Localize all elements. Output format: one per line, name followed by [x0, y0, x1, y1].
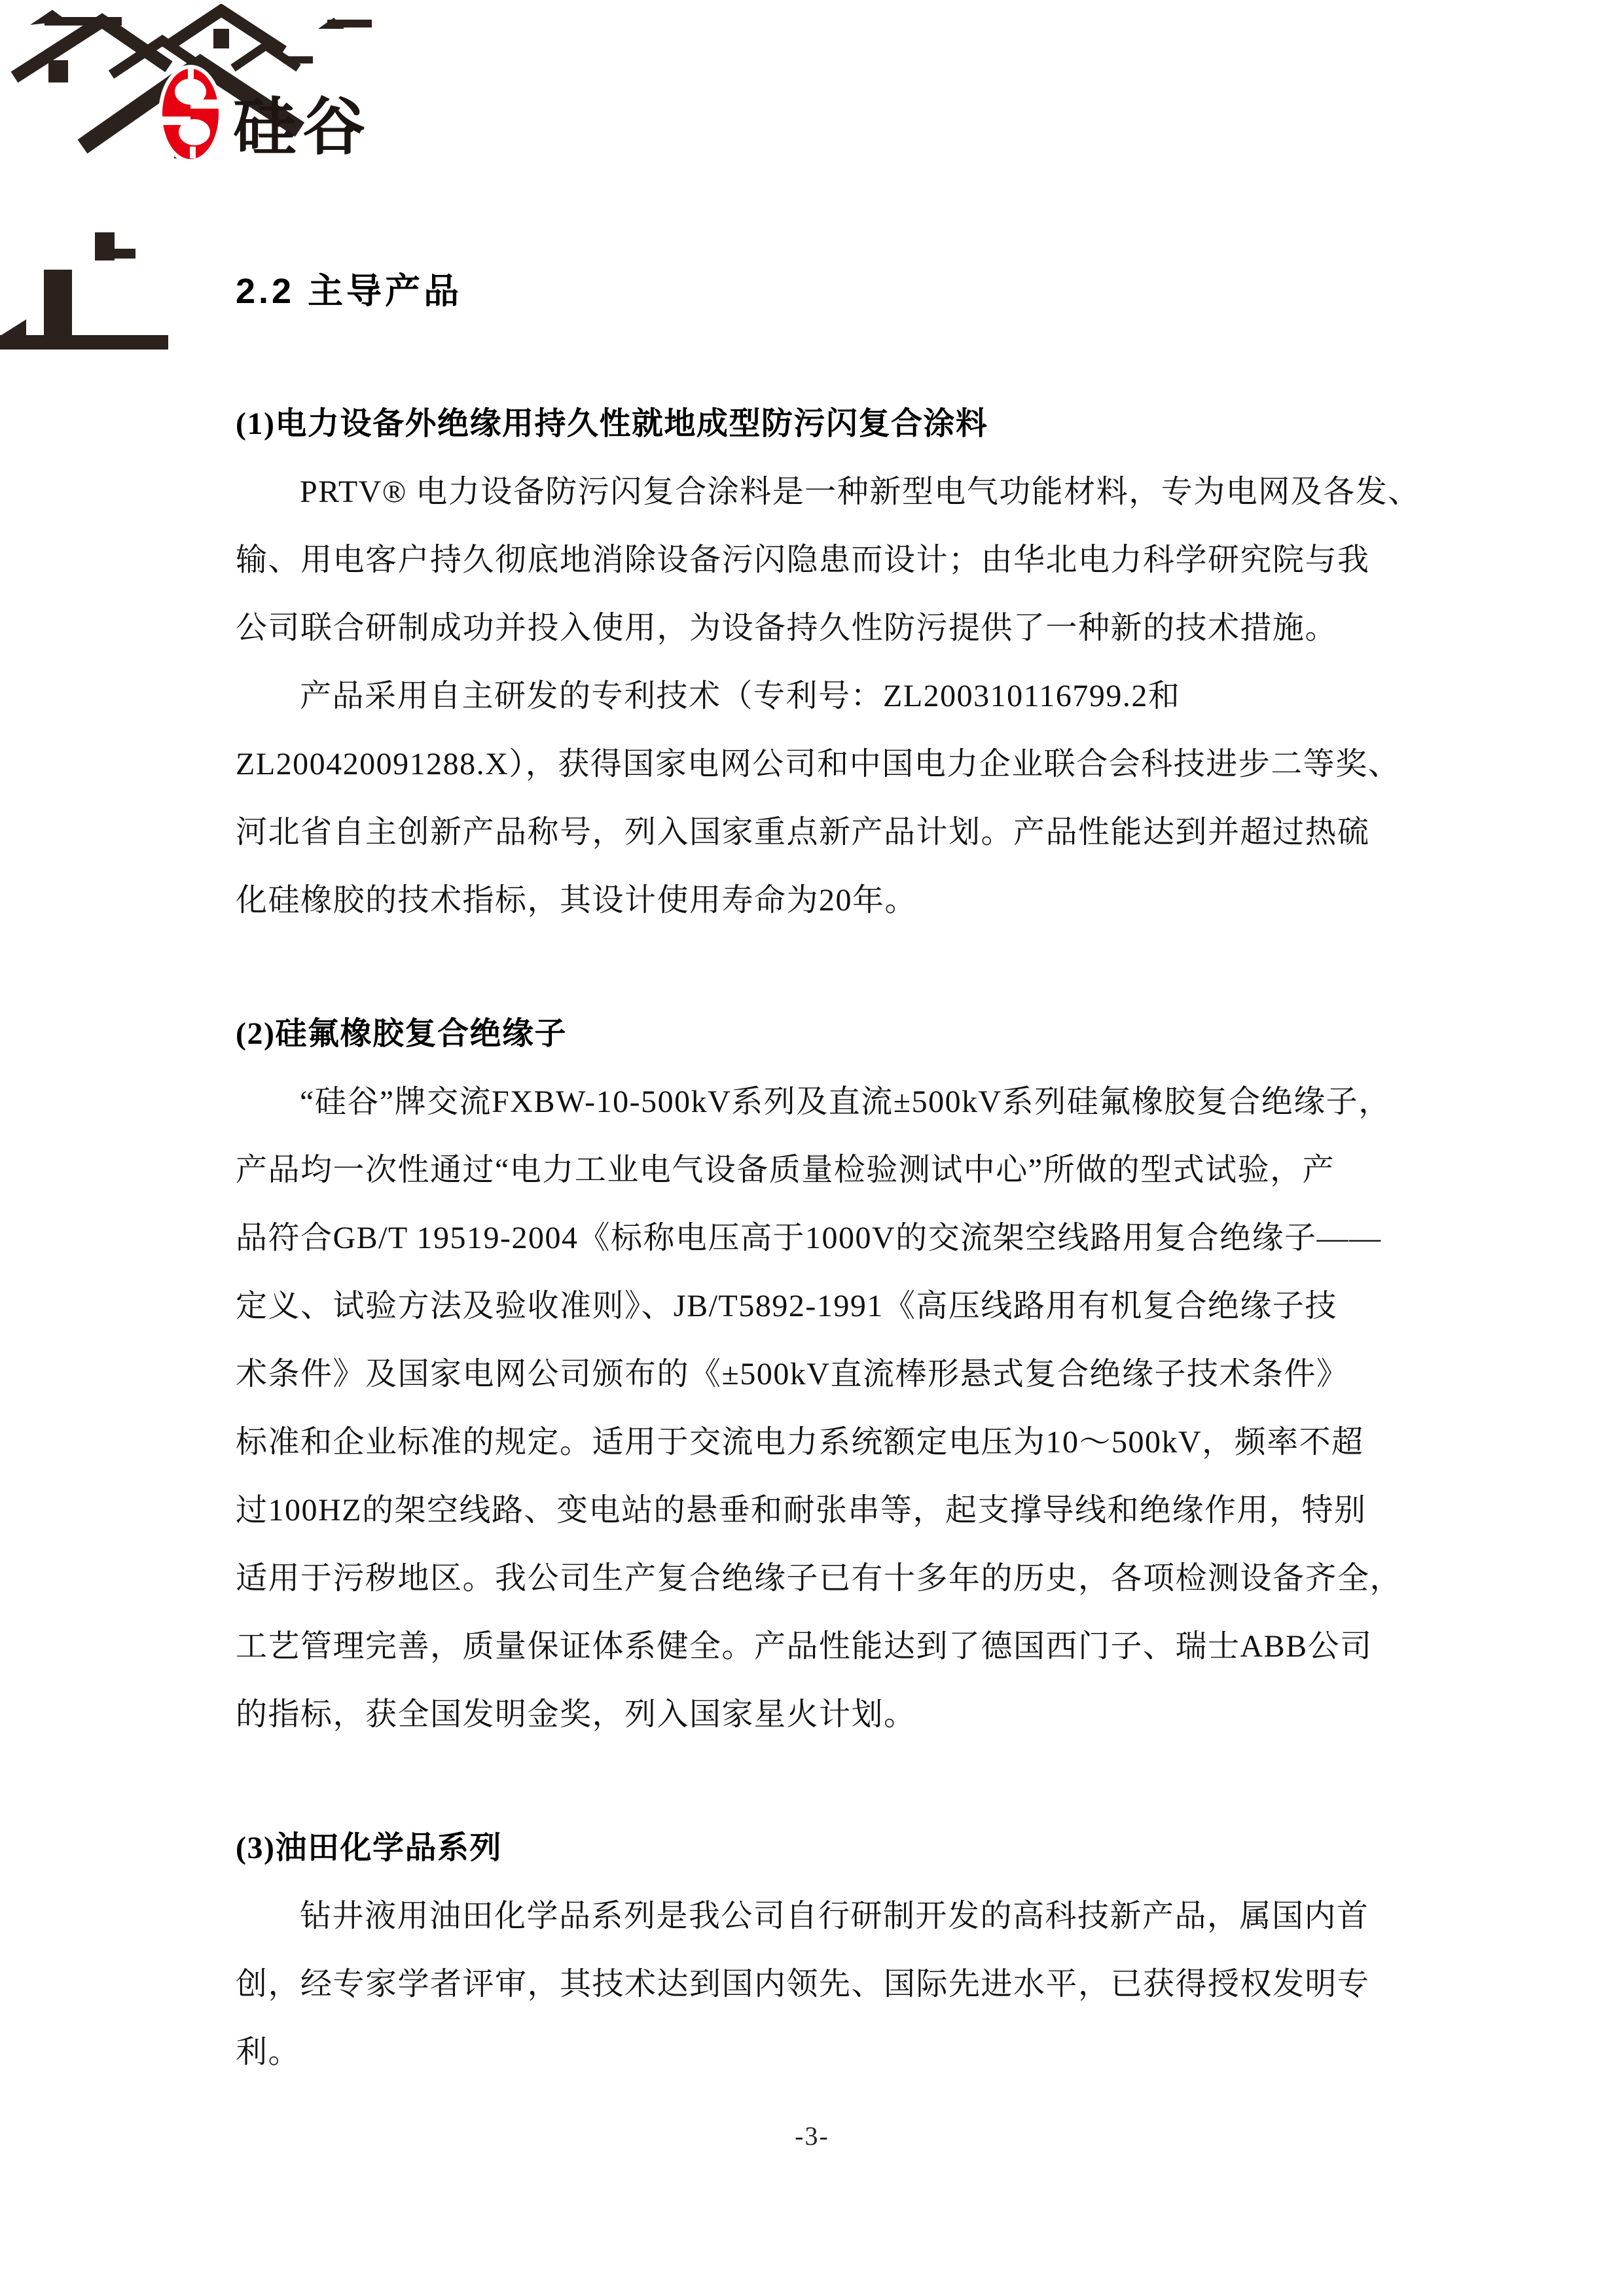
text-line: 定义、试验方法及验收准则》、JB/T5892-1991《高压线路用有机复合绝缘子技 [236, 1289, 1337, 1323]
section-1 [236, 390, 1420, 935]
logo-s-icon [159, 67, 222, 161]
section-heading: (2)硅氟橡胶复合绝缘子 [236, 1016, 567, 1051]
text-line: 过100HZ的架空线路、变电站的悬垂和耐张串等，起支撑导线和绝缘作用，特别 [236, 1493, 1367, 1528]
section-lines [236, 1882, 1414, 2087]
text-line: 产品采用自主研发的专利技术（专利号：ZL200310116799.2和 [300, 679, 1181, 713]
section-lines [236, 1068, 1414, 1749]
section-2 [236, 1000, 1414, 1749]
section-3 [236, 1814, 1414, 2087]
text-line: 的指标，获全国发明金奖，列入国家星火计划。 [236, 1697, 916, 1732]
text-line: 利。 [236, 2035, 301, 2070]
text-line: “硅谷”牌交流FXBW-10-500kV系列及直流±500kV系列硅氟橡胶复合绝缘子， [300, 1085, 1391, 1119]
text-line: ZL200420091288.X），获得国家电网公司和中国电力企业联合会科技进步二等奖、 [236, 747, 1401, 781]
section-heading: (3)油田化学品系列 [236, 1831, 502, 1865]
text-line: 适用于污秽地区。我公司生产复合绝缘子已有十多年的历史，各项检测设备齐全， [236, 1561, 1403, 1596]
text-line: 创，经专家学者评审，其技术达到国内领先、国际先进水平，已获得授权发明专 [236, 1967, 1370, 2001]
text-line: 钻井液用油田化学品系列是我公司自行研制开发的高科技新产品，属国内首 [300, 1899, 1369, 1933]
text-line: 产品均一次性通过“电力工业电气设备质量检验测试中心”所做的型式试验，产 [236, 1153, 1335, 1187]
page-number: -3- [795, 2121, 829, 2151]
text-line: 品符合GB/T 19519-2004《标称电压高于1000V的交流架空线路用复合绝缘子—— [236, 1221, 1382, 1255]
text-line: 术条件》及国家电网公司颁布的《±500kV直流棒形悬式复合绝缘子技术条件》 [236, 1357, 1349, 1391]
page-title: 2.2 主导产品 [236, 272, 463, 311]
text-line: 工艺管理完善，质量保证体系健全。产品性能达到了德国西门子、瑞士ABB公司 [236, 1629, 1373, 1664]
text-line: 标准和企业标准的规定。适用于交流电力系统额定电压为10～500kV，频率不超 [236, 1425, 1364, 1460]
text-line: 河北省自主创新产品称号，列入国家重点新产品计划。产品性能达到并超过热硫 [236, 815, 1370, 850]
text-line: 公司联合研制成功并投入使用，为设备持久性防污提供了一种新的技术措施。 [236, 611, 1338, 645]
text-line: PRTV® 电力设备防污闪复合涂料是一种新型电气功能材料，专为电网及各发、 [300, 475, 1420, 509]
section-lines [236, 458, 1420, 935]
text-line: 化硅橡胶的技术指标，其设计使用寿命为20年。 [236, 883, 918, 918]
text-line: 输、用电客户持久彻底地消除设备污闪隐患而设计；由华北电力科学研究院与我 [236, 543, 1370, 577]
logo-brand-text: 硅谷 [233, 92, 372, 162]
document-body [236, 390, 1420, 2087]
section-heading: (1)电力设备外绝缘用持久性就地成型防污闪复合涂料 [236, 406, 988, 441]
logo-chimney-icon [0, 223, 177, 353]
